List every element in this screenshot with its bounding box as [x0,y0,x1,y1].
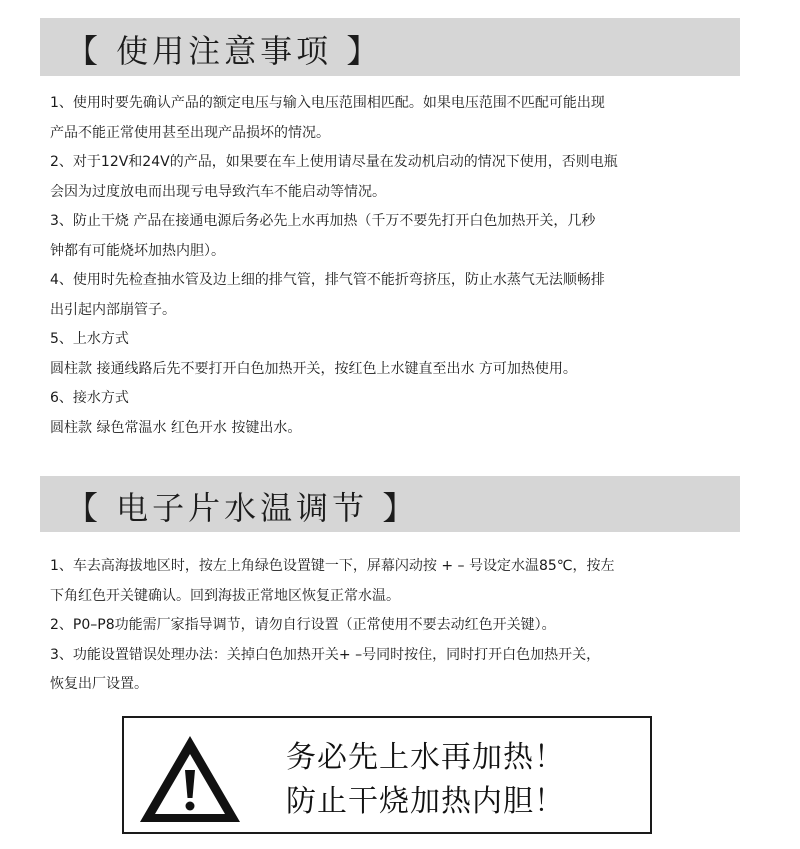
section2-line: 下角红色开关键确认。回到海拔正常地区恢复正常水温。 [50,587,400,604]
section1-banner [40,18,740,76]
section1-line: 1、使用时要先确认产品的额定电压与输入电压范围相匹配。如果电压范围不匹配可能出现 [50,95,605,111]
section1-line: 圆柱款 接通线路后先不要打开白色加热开关，按红色上水键直至出水 方可加热使用。 [50,360,577,377]
section1-line: 产品不能正常使用甚至出现产品损坏的情况。 [50,124,330,141]
section1-line: 5、上水方式 [50,331,129,347]
section1-line: 2、对于12V和24V的产品，如果要在车上使用请尽量在发动机启动的情况下使用，否则电瓶 [50,154,618,170]
section2-line: 3、功能设置错误处理办法：关掉白色加热开关+ –号同时按住，同时打开白色加热开关， [50,646,601,663]
warning-line-2: 防止干烧加热内胆！ [286,784,565,819]
section1-line: 3、防止干烧 产品在接通电源后务必先上水再加热（千万不要先打开白色加热开关，几秒 [50,213,596,229]
section1-line: 钟都有可能烧坏加热内胆）。 [50,242,225,259]
section1-line: 出引起内部崩管子。 [50,301,176,318]
warning-text [286,736,565,824]
warning-line-1: 务必先上水再加热！ [286,740,565,775]
section1-body [50,89,750,443]
section1-line: 圆柱款 绿色常温水 红色开水 按键出水。 [50,419,302,436]
section1-line: 4、使用时先检查抽水管及边上细的排气管，排气管不能折弯挤压，防止水蒸气无法顺畅排 [50,272,605,288]
section2-line: 2、P0–P8功能需厂家指导调节，请勿自行设置（正常使用不要去动红色开关键）。 [50,617,556,633]
warning-triangle-icon [136,732,244,826]
section1-line: 6、接水方式 [50,390,129,406]
section2-title: 【 电子片水温调节 】 [66,489,419,527]
section1-title: 【 使用注意事项 】 [66,32,383,70]
section2-body [50,552,750,700]
section2-banner [40,476,740,532]
section2-line: 1、车去高海拔地区时，按左上角绿色设置键一下，屏幕闪动按 + – 号设定水温85℃，按左 [50,558,615,574]
section2-line: 恢复出厂设置。 [50,676,148,692]
section1-line: 会因为过度放电而出现亏电导致汽车不能启动等情况。 [50,183,386,200]
warning-box [122,716,652,834]
